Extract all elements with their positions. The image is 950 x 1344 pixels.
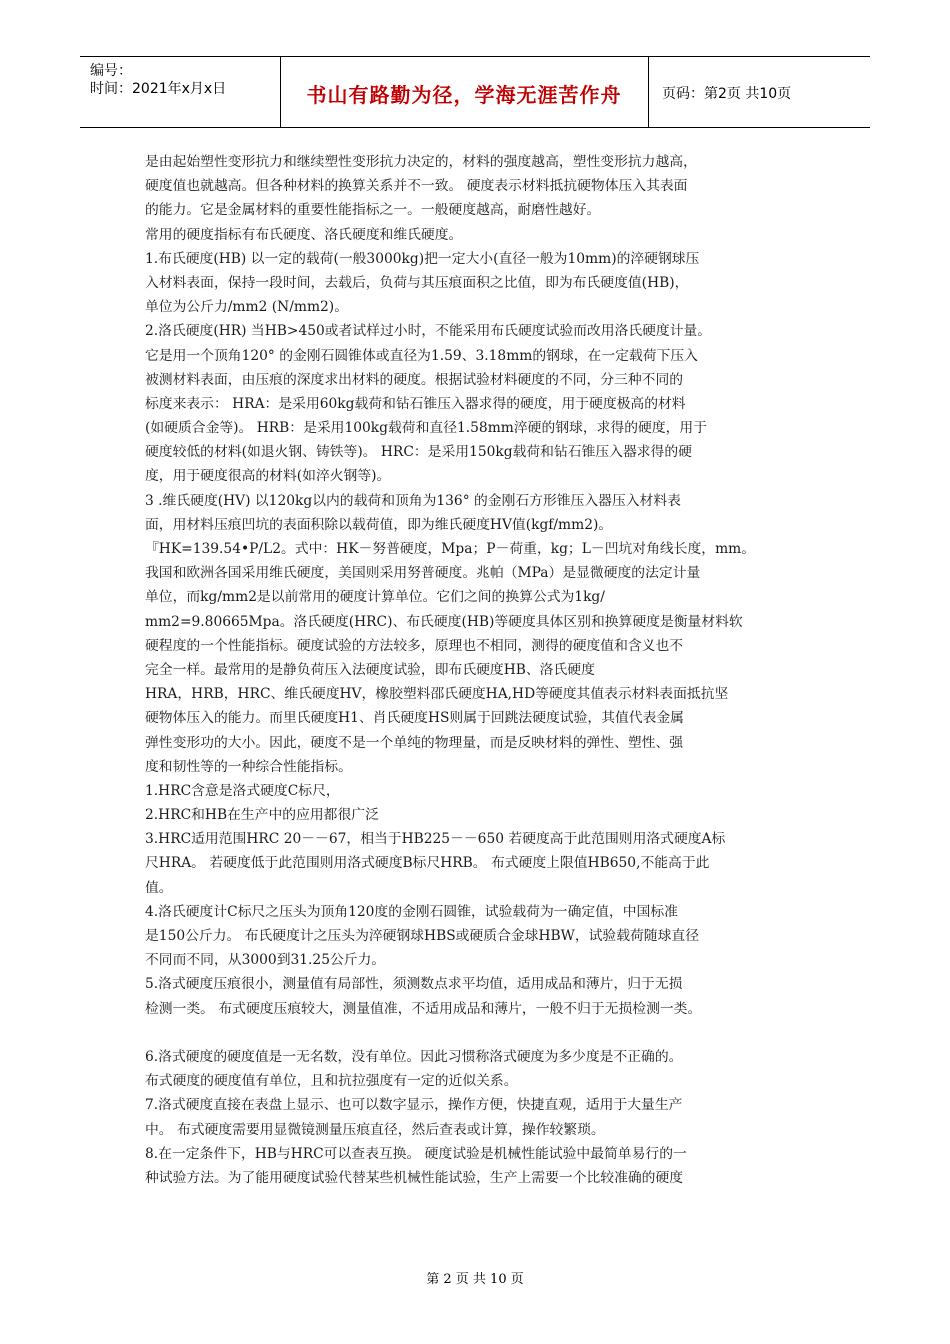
- text-line: 值。: [145, 879, 173, 896]
- text-line: 是由起始塑性变形抗力和继续塑性变形抗力决定的，材料的强度越高，塑性变形抗力越高，: [145, 154, 697, 170]
- text-line: 标度来表示： HRA：是采用60kg载荷和钻石锥压入器求得的硬度，用于硬度极高的材料: [145, 395, 686, 412]
- text-line: 种试验方法。为了能用硬度试验代替某些机械性能试验，生产上需要一个比较准确的硬度: [145, 1169, 684, 1186]
- text-line: 的能力。它是金属材料的重要性能指标之一。一般硬度越高，耐磨性越好。: [145, 202, 601, 219]
- text-line: 常用的硬度指标有布氏硬度、洛氏硬度和维氏硬度。: [145, 226, 463, 243]
- text-line: 面，用材料压痕凹坑的表面积除以载荷值，即为维氏硬度HV值(kgf/mm2)。: [145, 516, 613, 533]
- text-line: 单位为公斤力/mm2 (N/mm2)。: [145, 299, 348, 316]
- text-line: 度，用于硬度很高的材料(如淬火钢等)。: [145, 468, 391, 485]
- text-line: 检测一类。 布式硬度压痕较大，测量值准，不适用成品和薄片，一般不归于无损检测一类。: [145, 1000, 702, 1017]
- text-line: 5.洛式硬度压痕很小，测量值有局部性，须测数点求平均值，适用成品和薄片，归于无损: [145, 976, 683, 993]
- text-line: 8.在一定条件下，HB与HRC可以查表互换。 硬度试验是机械性能试验中最简单易行的一: [145, 1145, 687, 1162]
- text-line: (如硬质合金等)。 HRB：是采用100kg载荷和直径1.58mm淬硬的钢球，求得的硬度，用于: [145, 420, 708, 437]
- text-line: 完全一样。最常用的是静负荷压入法硬度试验，即布氏硬度HB、洛氏硬度: [145, 661, 595, 678]
- text-line: 『HK=139.54•P/L2。式中：HK－努普硬度，Mpa；P－荷重，kg；L－凹坑对角线长度，mm。: [145, 541, 756, 557]
- text-line: mm2=9.80665Mpa。洛氏硬度(HRC)、布氏硬度(HB)等硬度具体区别和换算硬度是衡量材料软: [145, 613, 743, 630]
- text-line: 我国和欧洲各国采用维氏硬度，美国则采用努普硬度。兆帕（MPa）是显微硬度的法定计量: [145, 565, 701, 582]
- text-line: 4.洛氏硬度计C标尺之压头为顶角120度的金刚石圆锥，试验载荷为一确定值，中国标准: [145, 903, 678, 920]
- text-line: 3.HRC适用范围HRC 20－－67，相当于HB225－－650 若硬度高于此范围则用洛式硬度A标: [145, 831, 726, 848]
- page-footer: 第 2 页 共 10 页: [426, 1272, 524, 1287]
- text-line: 硬物体压入的能力。而里氏硬度H1、肖氏硬度HS则属于回跳法硬度试验，其值代表金属: [145, 710, 684, 727]
- text-line: 2.洛氏硬度(HR) 当HB>450或者试样过小时，不能采用布氏硬度试验而改用洛氏硬度计量。: [145, 323, 712, 340]
- text-line: 单位，而kg/mm2是以前常用的硬度计算单位。它们之间的换算公式为1kg/: [145, 589, 605, 606]
- text-line: HRA，HRB，HRC、维氏硬度HV，橡胶塑料邵氏硬度HA,HD等硬度其值表示材料表面抵抗坚: [145, 686, 729, 703]
- header-page-cell: [648, 57, 870, 127]
- text-line: 弹性变形功的大小。因此，硬度不是一个单纯的物理量，而是反映材料的弹性、塑性、强: [145, 734, 684, 751]
- text-line: 被测材料表面，由压痕的深度求出材料的硬度。根据试验材料硬度的不同，分三种不同的: [145, 371, 684, 388]
- text-line: 尺HRA。 若硬度低于此范围则用洛式硬度B标尺HRB。 布式硬度上限值HB650,不能高于此: [145, 855, 710, 872]
- text-line: 3 .维氏硬度(HV) 以120kg以内的载荷和顶角为136° 的金刚石方形锥压入器压入材料表: [145, 492, 681, 509]
- date-line: 时间：2021年x月x日: [90, 81, 227, 97]
- text-line: 度和韧性等的一种综合性能指标。: [145, 758, 352, 775]
- text-line: 入材料表面，保持一段时间，去载后，负荷与其压痕面积之比值，即为布氏硬度值(HB)，: [145, 274, 689, 291]
- text-line: 1.HRC含意是洛式硬度C标尺，: [145, 782, 340, 799]
- header-motto-cell: [280, 57, 649, 127]
- number-label: 编号：: [90, 63, 132, 79]
- page-code: 页码：第2页 共10页: [662, 86, 792, 102]
- text-line: 布式硬度的硬度值有单位，且和抗拉强度有一定的近似关系。: [145, 1073, 518, 1090]
- text-line: 1.布氏硬度(HB) 以一定的载荷(一般3000kg)把一定大小(直径一般为10mm)的淬硬钢球压: [145, 250, 700, 267]
- text-line: 是150公斤力。 布氏硬度计之压头为淬硬钢球HBS或硬质合金球HBW，试验载荷随球直径: [145, 928, 699, 944]
- text-line: 不同而不同，从3000到31.25公斤力。: [145, 952, 386, 969]
- document-header: [80, 56, 870, 128]
- text-line: [145, 1021, 825, 1045]
- header-meta-cell: [80, 57, 281, 127]
- header-motto: 书山有路勤为径，学海无涯苦作舟: [306, 83, 622, 107]
- document-body: [145, 150, 825, 1190]
- text-line: 中。 布式硬度需要用显微镜测量压痕直径，然后查表或计算，操作较繁琐。: [145, 1121, 605, 1138]
- text-line: 硬度值也就越高。但各种材料的换算关系并不一致。 硬度表示材料抵抗硬物体压入其表面: [145, 178, 688, 195]
- text-line: 7.洛式硬度直接在表盘上显示、也可以数字显示，操作方便，快捷直观，适用于大量生产: [145, 1097, 683, 1114]
- text-line: 它是用一个顶角120° 的金刚石圆锥体或直径为1.59、3.18mm的钢球，在一定载荷下压入: [145, 347, 698, 364]
- text-line: 硬度较低的材料(如退火钢、铸铁等)。 HRC：是采用150kg载荷和钻石锥压入器求得的硬: [145, 444, 692, 461]
- text-line: 6.洛式硬度的硬度值是一无名数，没有单位。因此习惯称洛式硬度为多少度是不正确的。: [145, 1048, 683, 1065]
- text-line: 2.HRC和HB在生产中的应用都很广泛: [145, 807, 379, 824]
- text-line: 硬程度的一个性能指标。硬度试验的方法较多，原理也不相同，测得的硬度值和含义也不: [145, 637, 684, 654]
